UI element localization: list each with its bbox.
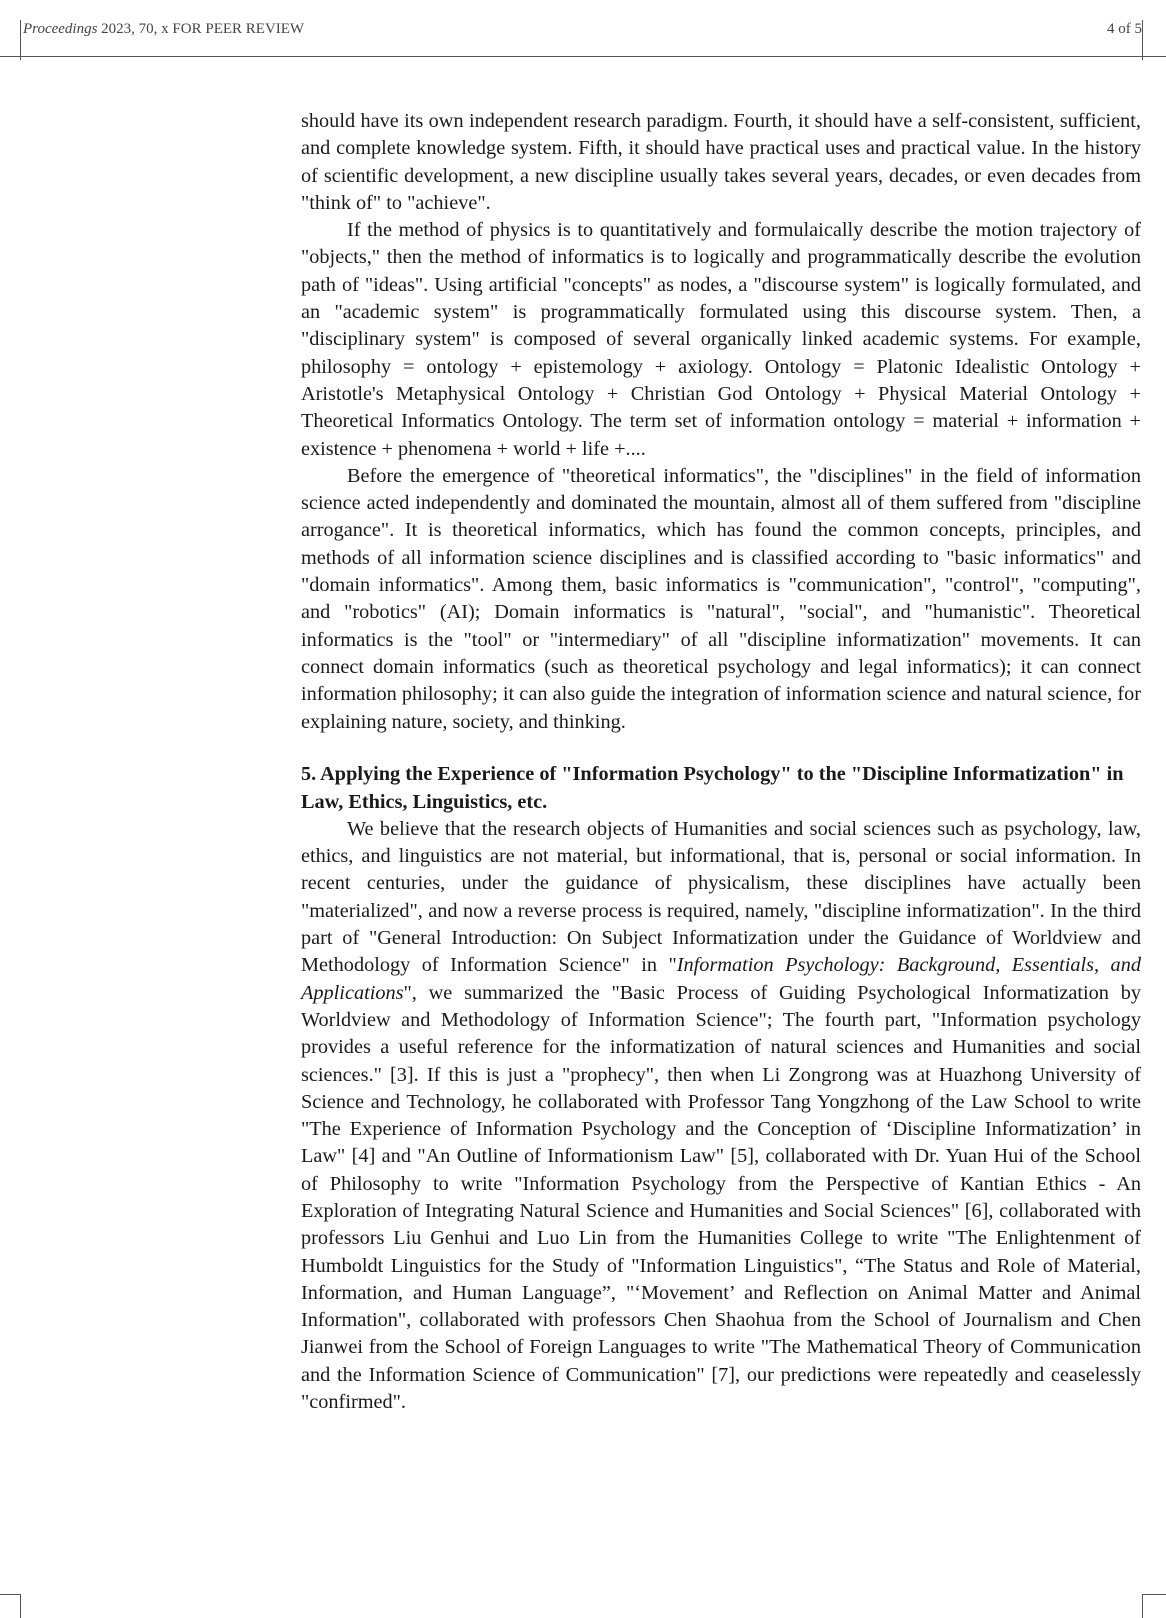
paragraph-4 [301,816,1141,1417]
crop-mark-top-left-v [20,20,21,60]
paragraph-4-part-b: ", we summarized the "Basic Process of Guiding Psychological Informatization by Worldview and Methodology of Information Science"; The fourth part, "Information psychology provides a useful reference for the informatization of natural sciences and Humanities and social sciences." [3]. If this is just a "prophecy", then when Li Zongrong was at Huazhong University of Science and Technology, he collaborated with Professor Tang Yongzhong of the Law School to write "The Experience of Information Psychology and the Conception of ‘Discipline Informatization’ in Law" [4] and "An Outline of Informationism Law" [5], collaborated with Dr. Yuan Hui of the School of Philosophy to write "Information Psychology from the Perspective of Kantian Ethics - An Exploration of Integrating Natural Science and Humanities and Social Sciences" [6], collaborated with professors Liu Genhui and Luo Lin from the Humanities College to write "The Enlightenment of Humboldt Linguistics for the Study of "Information Linguistics", “The Status and Role of Material, Information, and Human Language”, "‘Movement’ and Reflection on Animal Matter and Animal Information", collaborated with professors Chen Shaohua from the School of Journalism and Chen Jianwei from the School of Foreign Languages to write "The Mathematical Theory of Communication and the Information Science of Communication" [7], our predictions were repeatedly and ceaselessly "confirmed". [301,981,1141,1414]
paragraph-3: Before the emergence of "theoretical informatics", the "disciplines" in the field of information science acted independently and dominated the mountain, almost all of them suffered from "discipline arrogance". It is theoretical informatics, which has found the common concepts, principles, and methods of all information science disciplines and is classified according to "basic informatics" and "domain informatics". Among them, basic informatics is "communication", "control", "computing", and "robotics" (AI); Domain informatics is "natural", "social", and "humanistic". Theoretical informatics is the "tool" or "intermediary" of all "discipline informatization" movements. It can connect domain informatics (such as theoretical psychology and legal informatics); it can connect information philosophy; it can also guide the integration of information science and natural science, for explaining nature, society, and thinking. [301,464,1141,733]
crop-mark-top-right-v [1142,20,1143,60]
citation: 2023, 70, x FOR PEER REVIEW [101,21,305,37]
page-number: 4 of 5 [1107,21,1142,37]
paragraph-2: If the method of physics is to quantitatively and formulaically describe the motion trajectory of "objects," then the method of informatics is to logically and programmatically describe the evolution path of "ideas". Using artificial "concepts" as nodes, a "discourse system" is logically formulated, and an "academic system" is programmatically formulated using this discourse system. Then, a "disciplinary system" is composed of several organically linked academic systems. For example, philosophy = ontology + epistemology + axiology. Ontology = Platonic Idealistic Ontology + Aristotle's Metaphysical Ontology + Christian God Ontology + Physical Material Ontology + Theoretical Informatics Ontology. The term set of information ontology = material + information + existence + phenomena + world + life +.... [301,219,1141,460]
crop-mark-bottom-right-h [1143,1594,1166,1595]
running-header [23,21,304,38]
crop-mark-bottom-left-v [20,1594,21,1618]
header-rule [0,56,1166,57]
paragraph-1: should have its own independent research paradigm. Fourth, it should have a self-consistent, sufficient, and complete knowledge system. Fifth, it should have practical uses and practical value. In the history of scientific development, a new discipline usually takes several years, decades, or even decades from "think of" to "achieve". [301,110,1141,214]
section-heading: 5. Applying the Experience of "Information Psychology" to the "Discipline Informatization" in Law, Ethics, Linguistics, etc. [301,762,1124,813]
article-body [301,108,1141,1416]
paragraph-4-part-a: We believe that the research objects of Humanities and social sciences such as psychology, law, ethics, and linguistics are not material, but informational, that is, personal or social information. In recent centuries, under the guidance of physicalism, these disciplines have actually been "materialized", and now a reverse process is required, namely, "discipline informatization". In the third part of "General Introduction: On Subject Informatization under the Guidance of Worldview and Methodology of Information Science" in " [301,817,1141,977]
crop-mark-bottom-left-h [0,1594,20,1595]
crop-mark-bottom-right-v [1142,1594,1143,1618]
book-title: Information Psychology: Background, Essentials, and Applications [301,954,1141,1004]
journal-name: Proceedings [23,21,98,37]
